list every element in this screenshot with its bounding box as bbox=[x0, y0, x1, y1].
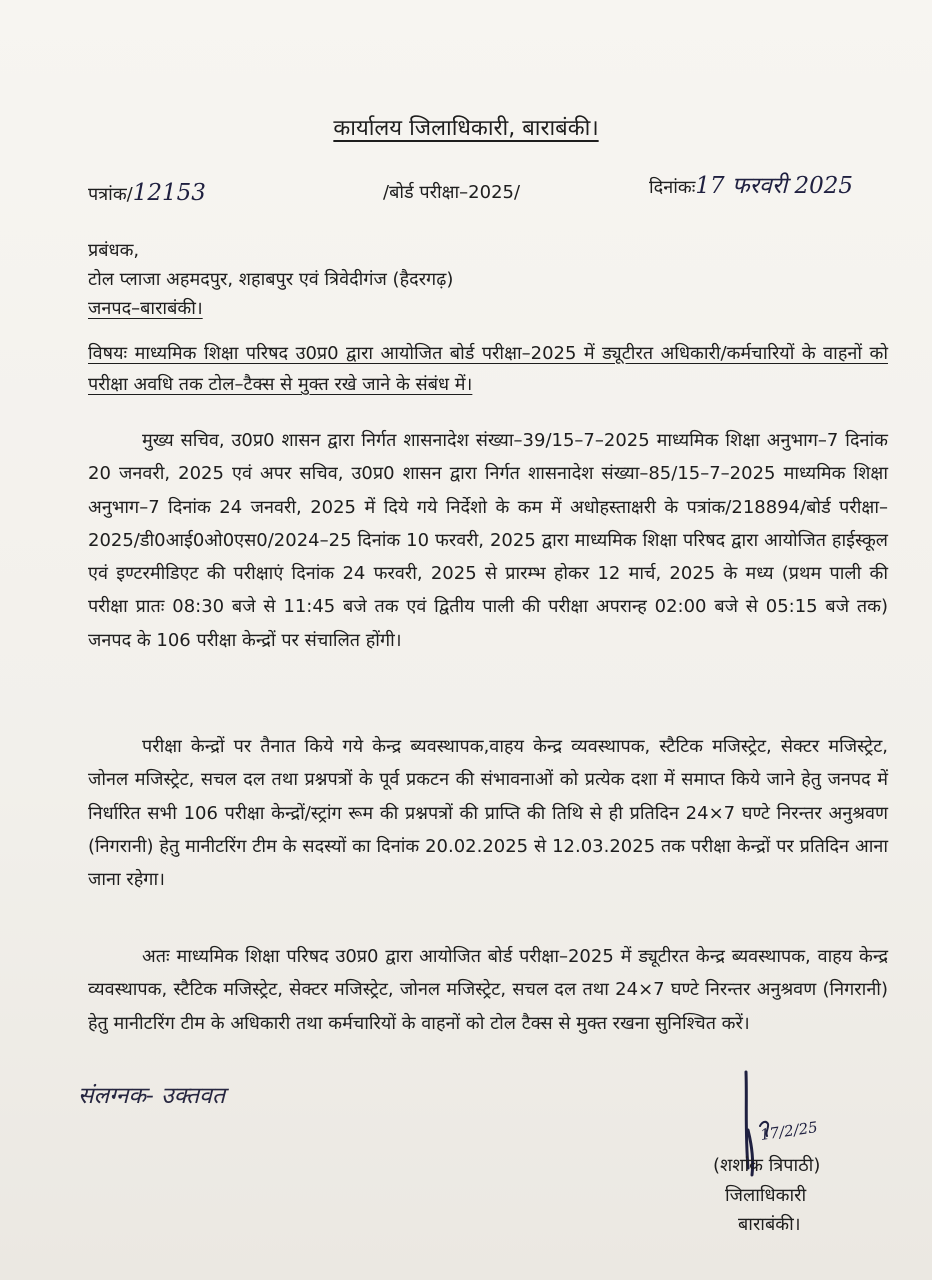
recipient-line-1: प्रबंधक, bbox=[88, 240, 140, 261]
paragraph-2: परीक्षा केन्द्रों पर तैनात किये गये केन्द्र ब्यवस्थापक,वाहय केन्द्र व्यवस्थापक, स्टैटिक मजिस्ट्रेट, सेक्टर मजिस्ट्रेट, जोनल मजिस्ट्रेट, सचल दल तथा प्रश्नपत्रों के पूर्व प्रकटन की संभावनाओं को प्रत्येक दशा में समाप्त किये जाने हेतु जनपद में निर्धारित सभी 106 परीक्षा केन्द्रों/स्ट्रांग रूम की प्रश्नपत्रों की प्राप्ति की तिथि से ही प्रतिदिन 24×7 घण्टे निरन्तर अनुश्रवण (निगरानी) हेतु मानीटरिंग टीम के सदस्यों का दिनांक 20.02.2025 से 12.03.2025 तक परीक्षा केन्द्रों पर प्रतिदिन आना जाना रहेगा। bbox=[88, 736, 888, 891]
date-value: 17 फरवरी 2025 bbox=[695, 173, 854, 199]
date-ref bbox=[649, 168, 853, 200]
patrank-label: पत्रांक/ bbox=[88, 184, 133, 205]
signature-date: 17/2/25 bbox=[759, 1118, 819, 1144]
recipient-line-2: टोल प्लाजा अहमदपुर, शहाबपुर एवं त्रिवेदीगंज (हैदरगढ़) bbox=[88, 269, 454, 290]
officer-name: (शशांक त्रिपाठी) bbox=[713, 1155, 821, 1176]
office-title: कार्यालय जिलाधिकारी, बाराबंकी। bbox=[333, 116, 599, 141]
patrank-number: 12153 bbox=[132, 180, 206, 206]
enclosure-note: संलग्नक- उक्तवत bbox=[78, 1083, 226, 1109]
subject-line: विषयः माध्यमिक शिक्षा परिषद उ0प्र0 द्वारा आयोजित बोर्ड परीक्षा–2025 में ड्यूटीरत अधिकारी/कर्मचारियों के वाहनों को परीक्षा अवधि तक टोल–टैक्स से मुक्त रखे जाने के संबंध में। bbox=[88, 343, 888, 395]
recipient-line-3: जनपद–बाराबंकी। bbox=[88, 298, 203, 319]
date-label: दिनांकः bbox=[649, 177, 696, 198]
paragraph-3: अतः माध्यमिक शिक्षा परिषद उ0प्र0 द्वारा आयोजित बोर्ड परीक्षा–2025 में ड्यूटीरत केन्द्र ब्यवस्थापक, वाहय केन्द्र व्यवस्थापक, स्टैटिक मजिस्ट्रेट, सेक्टर मजिस्ट्रेट, जोनल मजिस्ट्रेट, सचल दल तथा 24×7 घण्टे निरन्तर अनुश्रवण (निगरानी) हेतु मानीटरिंग टीम के अधिकारी तथा कर्मचारियों के वाहनों को टोल टैक्स से मुक्त रखना सुनिश्चित करें। bbox=[88, 946, 888, 1034]
paragraph-1: मुख्य सचिव, उ0प्र0 शासन द्वारा निर्गत शासनादेश संख्या–39/15–7–2025 माध्यमिक शिक्षा अनुभाग–7 दिनांक 20 जनवरी, 2025 एवं अपर सचिव, उ0प्र0 शासन द्वारा निर्गत शासनादेश संख्या–85/15–7–2025 माध्यमिक शिक्षा अनुभाग–7 दिनांक 24 जनवरी, 2025 में दिये गये निर्देशो के कम में अधोहस्ताक्षरी के पत्रांक/218894/बोर्ड परीक्षा–2025/डी0आई0ओ0एस0/2024–25 दिनांक 10 फरवरी, 2025 द्वारा माध्यमिक शिक्षा परिषद द्वारा आयोजित हाईस्कूल एवं इण्टरमीडिएट की परीक्षाएं दिनांक 24 फरवरी, 2025 से प्रारम्भ होकर 12 मार्च, 2025 के मध्य (प्रथम पाली की परीक्षा प्रातः 08:30 बजे से 11:45 बजे तक एवं द्वितीय पाली की परीक्षा अपरान्ह 02:00 बजे से 05:15 बजे तक) जनपद के 106 परीक्षा केन्द्रों पर संचालित होंगी। bbox=[88, 430, 888, 651]
officer-designation: जिलाधिकारी bbox=[725, 1185, 807, 1206]
exam-reference: /बोर्ड परीक्षा–2025/ bbox=[383, 182, 521, 203]
patrank-ref bbox=[88, 180, 206, 206]
officer-location: बाराबंकी। bbox=[738, 1214, 801, 1235]
